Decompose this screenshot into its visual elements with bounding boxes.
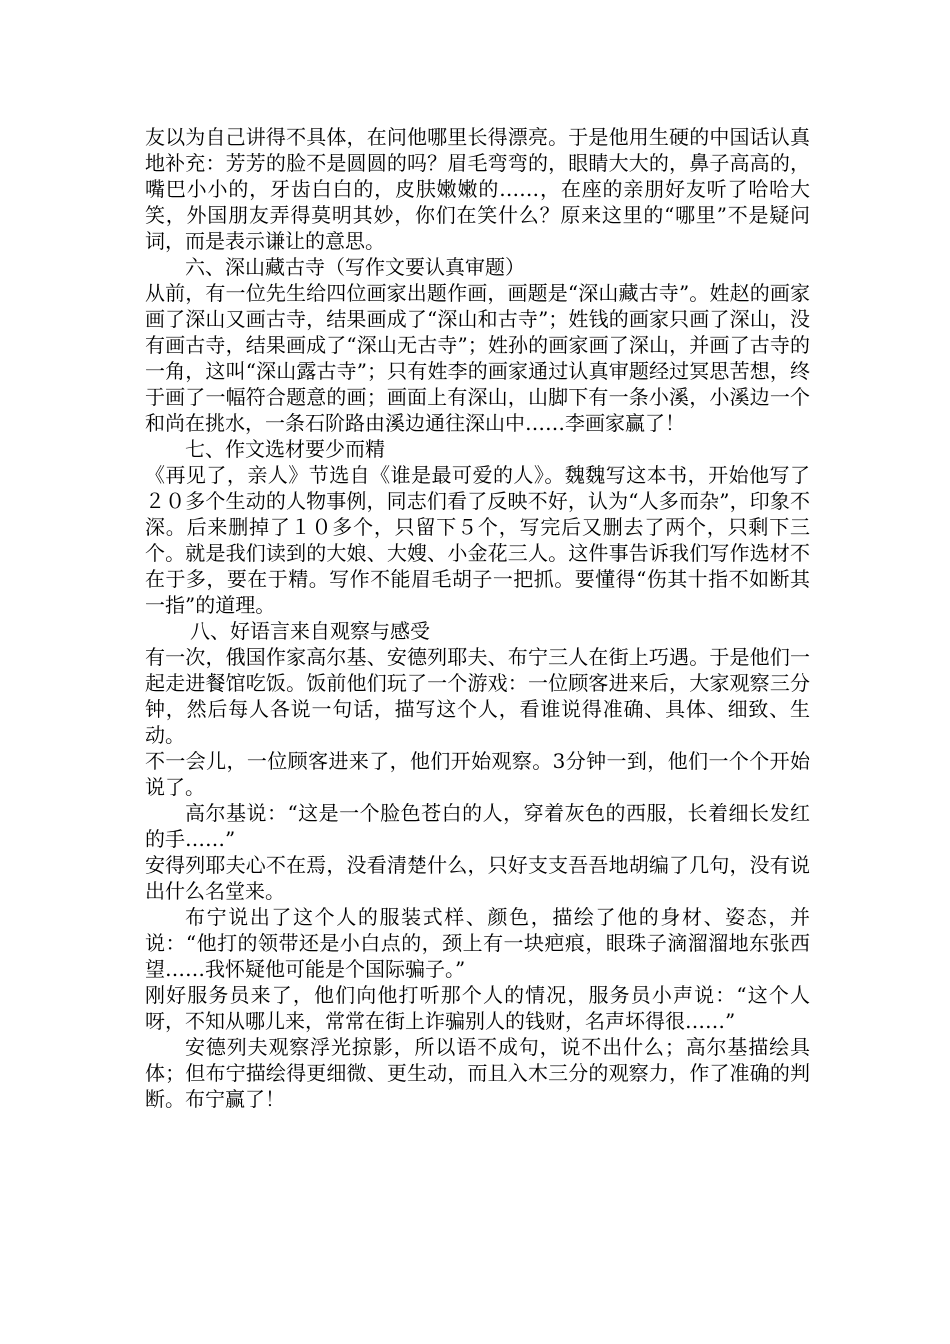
paragraph-material-selection: 《再见了，亲人》节选自《谁是最可爱的人》。魏魏写这本书，开始他写了２０多个生动的人物事例，同志们看了反映不好，认为“人多而杂”，印象不深。后来删掉了１０多个，只留下５个，写完后又删去了两个，只剩下三个。就是我们读到的大娘、大嫂、小金花三人。这件事告诉我们写作选材不在于多，要在于精。写作不能眉毛胡子一把抓。要懂得“伤其十指不如断其一指”的道理。 (145, 463, 810, 617)
paragraph-andreyev: 安得列耶夫心不在焉，没看清楚什么，只好支支吾吾地胡编了几句，没有说出什么名堂来。 (145, 853, 810, 903)
paragraph-customer-arrives: 不一会儿，一位顾客进来了，他们开始观察。3分钟一到，他们一个个开始说了。 (145, 749, 810, 799)
paragraph-gorky-says: 高尔基说：“这是一个脸色苍白的人，穿着灰色的西服，长着细长发红的手……” (145, 801, 810, 851)
paragraph-bunin-says: 布宁说出了这个人的服装式样、颜色，描绘了他的身材、姿态，并说：“他打的领带还是小白点的，颈上有一块疤痕，眼珠子滴溜溜地东张西望……我怀疑他可能是个国际骗子。” (145, 905, 810, 981)
document-page (145, 124, 810, 1112)
paragraph-foreign-friend-ending: 友以为自己讲得不具体，在问他哪里长得漂亮。于是他用生硬的中国话认真地补充：芳芳的脸不是圆圆的吗？眉毛弯弯的，眼睛大大的，鼻子高高的，嘴巴小小的，牙齿白白的，皮肤嫩嫩的……，在座的亲朋好友听了哈哈大笑，外国朋友弄得莫明其妙，你们在笑什么？原来这里的“哪里”不是疑问词，而是表示谦让的意思。 (145, 125, 810, 253)
paragraph-painters-story: 从前，有一位先生给四位画家出题作画，画题是“深山藏古寺”。姓赵的画家画了深山又画古寺，结果画成了“深山和古寺”；姓钱的画家只画了深山，没有画古寺，结果画成了“深山无古寺”；姓孙的画家画了深山，并画了古寺的一角，这叫“深山露古寺”；只有姓李的画家通过认真审题经过冥思苦想，终于画了一幅符合题意的画；画面上有深山，山脚下有一条小溪，小溪边一个和尚在挑水，一条石阶路由溪边通往深山中……李画家赢了！ (145, 281, 810, 435)
section-heading-6: 六、深山藏古寺（写作文要认真审题） (185, 255, 525, 279)
paragraph-conclusion: 安德列夫观察浮光掠影，所以语不成句，说不出什么；高尔基描绘具体；但布宁描绘得更细微、更生动，而且入木三分的观察力，作了准确的判断。布宁赢了！ (145, 1035, 810, 1111)
paragraph-writers-meet: 有一次，俄国作家高尔基、安德列耶夫、布宁三人在街上巧遇。于是他们一起走进餐馆吃饭。饭前他们玩了一个游戏：一位顾客进来后，大家观察三分钟，然后每人各说一句话，描写这个人，看谁说得准确、具体、细致、生动。 (145, 645, 810, 747)
paragraph-waiter-says: 刚好服务员来了，他们向他打听那个人的情况，服务员小声说：“这个人呀，不知从哪儿来，常常在街上诈骗别人的钱财，名声坏得很……” (145, 983, 810, 1033)
section-heading-7: 七、作文选材要少而精 (185, 437, 385, 461)
section-heading-8: 八、好语言来自观察与感受 (190, 619, 430, 643)
